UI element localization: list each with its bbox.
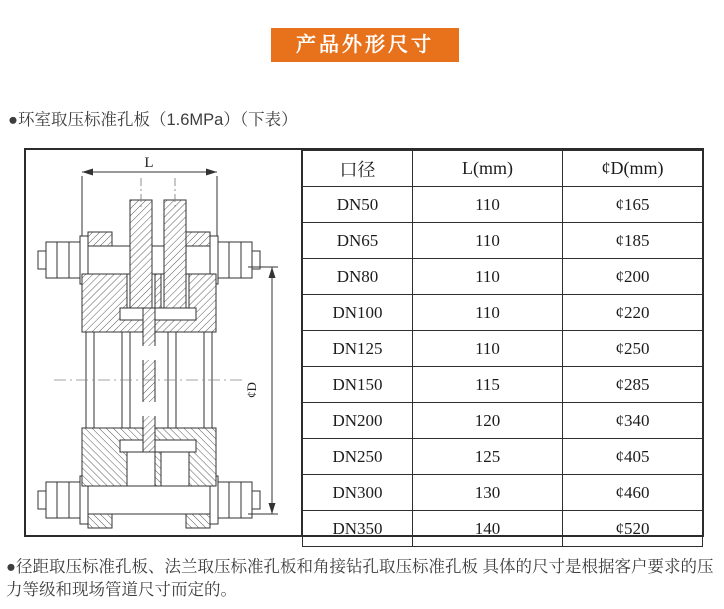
dimension-table [302,150,703,547]
cell-d: ¢405 [563,439,703,475]
table-row [303,511,703,547]
footnote-text: ●径距取压标准孔板、法兰取压标准孔板和角接钻孔取压标准孔板 具体的尺寸是根据客户要求的压力等级和现场管道尺寸而定的。 [6,558,714,599]
cell-l: 120 [413,403,563,439]
cell-l: 125 [413,439,563,475]
table-caption: ●环室取压标准孔板（1.6MPa）（下表） [8,111,298,129]
cell-l: 130 [413,475,563,511]
cell-l: 110 [413,259,563,295]
cell-l: 110 [413,187,563,223]
orifice-plate-diagram [26,150,302,535]
cell-d: ¢200 [563,259,703,295]
table-row [303,295,703,331]
table-row [303,475,703,511]
cell-dn: DN200 [303,403,413,439]
section-title-banner: 产品外形尺寸 [271,28,459,62]
dimension-d-label: ¢D [244,382,259,398]
cell-d: ¢520 [563,511,703,547]
table-row [303,259,703,295]
cell-dn: DN65 [303,223,413,259]
dimension-table-panel [302,150,703,538]
content-box [24,148,704,537]
cell-d: ¢185 [563,223,703,259]
table-row [303,403,703,439]
cell-l: 110 [413,295,563,331]
header-length: L(mm) [413,151,563,187]
table-header-row [303,151,703,187]
cell-dn: DN125 [303,331,413,367]
cell-l: 110 [413,331,563,367]
table-row [303,223,703,259]
cell-d: ¢285 [563,367,703,403]
cell-dn: DN150 [303,367,413,403]
header-diameter: 口径 [303,151,413,187]
cell-l: 110 [413,223,563,259]
dimension-l-label: L [144,155,154,171]
cell-d: ¢340 [563,403,703,439]
cell-d: ¢165 [563,187,703,223]
cell-dn: DN250 [303,439,413,475]
cell-d: ¢250 [563,331,703,367]
cell-l: 115 [413,367,563,403]
cell-dn: DN100 [303,295,413,331]
cell-d: ¢220 [563,295,703,331]
table-row [303,439,703,475]
table-row [303,331,703,367]
table-row [303,367,703,403]
orifice-plate-drawing [26,150,302,535]
cell-dn: DN50 [303,187,413,223]
cell-dn: DN80 [303,259,413,295]
cell-l: 140 [413,511,563,547]
table-row [303,187,703,223]
cell-dn: DN350 [303,511,413,547]
cell-dn: DN300 [303,475,413,511]
header-outer-diameter: ¢D(mm) [563,151,703,187]
cell-d: ¢460 [563,475,703,511]
